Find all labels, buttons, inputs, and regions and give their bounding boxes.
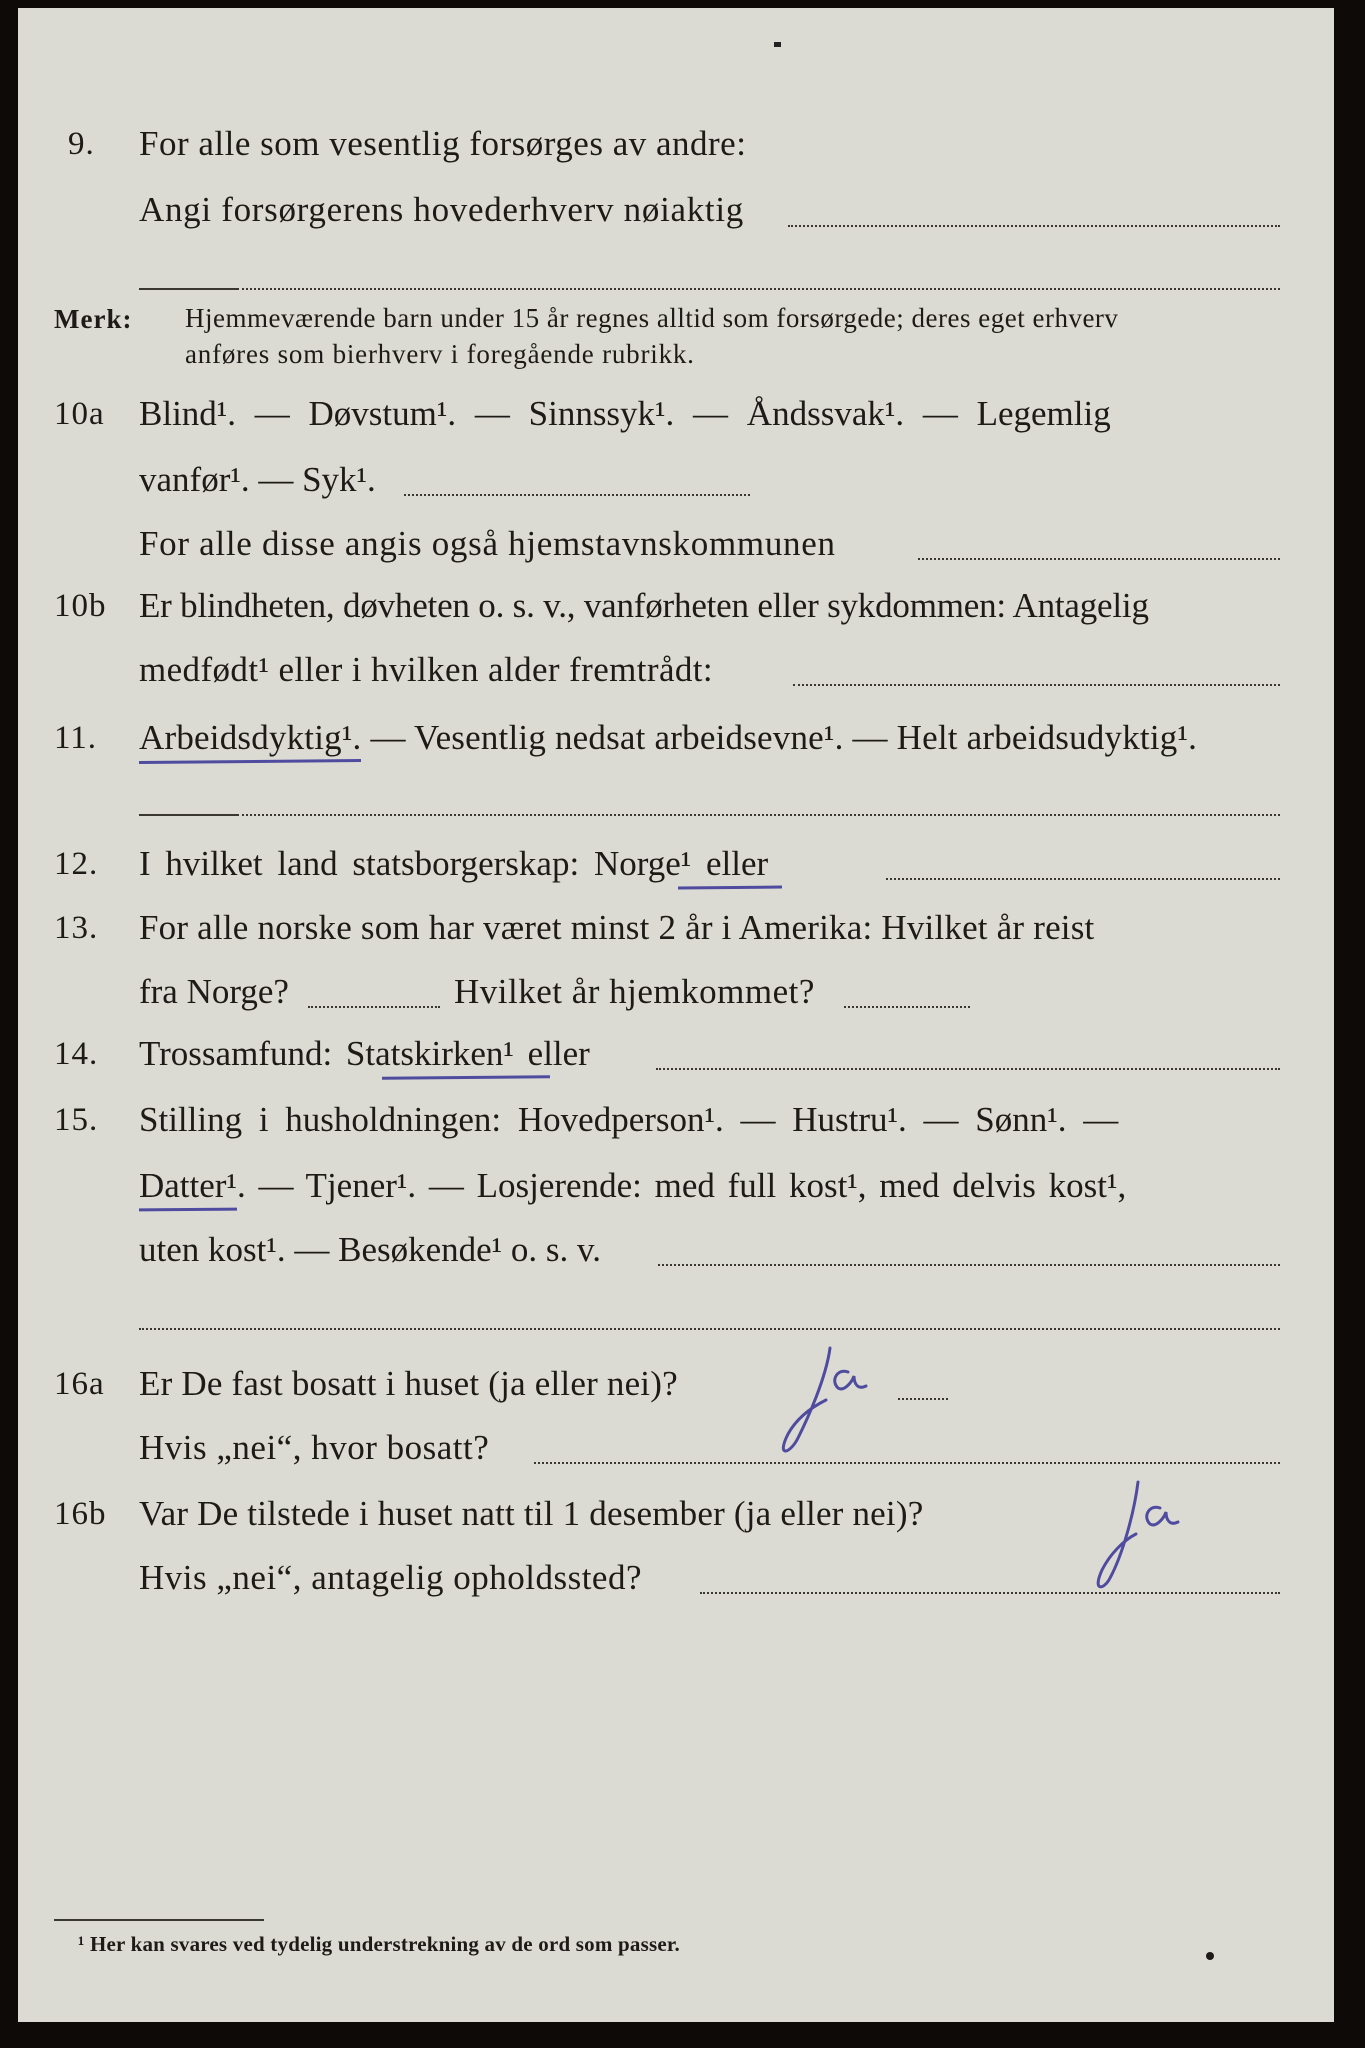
q16b-text-2: Hvis „nei“, antagelig opholdssted? [139, 1558, 642, 1597]
q10b-text-2: medfødt¹ eller i hvilken alder fremtrådt: [139, 650, 714, 689]
question-number-10a: 10a [54, 396, 105, 432]
q10a-text: Blind¹. — Døvstum¹. — Sinnssyk¹. — Åndssvak¹. — Legemlig [139, 394, 1111, 433]
q16a-bosatt-line[interactable] [534, 1462, 1280, 1464]
q14-text: Trossamfund: Statskirken¹ eller [139, 1034, 590, 1073]
question-number-15: 15. [54, 1102, 99, 1138]
question-number-12: 12. [54, 846, 99, 882]
footnote-text: ¹ Her kan svares ved tydelig understrekning av de ord som passer. [78, 1932, 680, 1956]
q13-text-2b: Hvilket år hjemkommet? [454, 972, 815, 1011]
q10b-text: Er blindheten, døvheten o. s. v., vanførheten eller sykdommen: Antagelig [139, 586, 1149, 625]
q11-line-start [139, 814, 237, 816]
q10a-text-3: For alle disse angis også hjemstavnskommunen [139, 524, 836, 563]
question-number-16b: 16b [54, 1496, 107, 1532]
question-number-13: 13. [54, 910, 99, 946]
q12-text: I hvilket land statsborgerskap: Norge¹ eller [139, 844, 769, 883]
q9-answer-line[interactable] [788, 225, 1280, 227]
q15-text-3: uten kost¹. — Besøkende¹ o. s. v. [139, 1230, 602, 1269]
q12-answer-line[interactable] [886, 878, 1280, 880]
q16b-text: Var De tilstede i huset natt til 1 desember (ja eller nei)? [139, 1494, 924, 1533]
question-number-10b: 10b [54, 588, 107, 624]
footnote-rule [54, 1919, 264, 1921]
ink-dot [1206, 1952, 1214, 1960]
question-number-11: 11. [54, 720, 98, 756]
q16a-answer-line[interactable] [898, 1398, 948, 1400]
merk-text: Hjemmeværende barn under 15 år regnes alltid som forsørgede; deres eget erhverv [185, 303, 1119, 333]
q15-text: Stilling i husholdningen: Hovedperson¹. — Hustru¹. — Sønn¹. — [139, 1100, 1119, 1139]
q10b-answer-line[interactable] [793, 684, 1280, 686]
underline-statskirken [382, 1075, 550, 1079]
q13-text: For alle norske som har været minst 2 år i Amerika: Hvilket år reist [139, 908, 1095, 947]
q15-extra-line[interactable] [139, 1328, 1280, 1330]
underline-datter [139, 1208, 237, 1212]
merk-label: Merk: [54, 304, 133, 334]
question-number-9: 9. [68, 126, 95, 162]
ink-speck [774, 42, 781, 47]
q13-hjemkommet-line[interactable] [844, 1006, 970, 1008]
q9-extra-line-start [139, 288, 237, 290]
q9-text: For alle som vesentlig forsørges av andre: [139, 124, 747, 163]
question-number-16a: 16a [54, 1366, 105, 1402]
q15-text-2: Datter¹. — Tjener¹. — Losjerende: med full kost¹, med delvis kost¹, [139, 1166, 1127, 1205]
merk-text-2: anføres som bierhverv i foregående rubrikk. [185, 339, 695, 369]
underline-norge [678, 886, 782, 890]
question-number-14: 14. [54, 1036, 99, 1072]
q9-extra-line[interactable] [237, 288, 1280, 290]
q10a-answer-line[interactable] [404, 494, 750, 496]
q10a-text-2: vanfør¹. — Syk¹. [139, 460, 376, 499]
q9-text-2: Angi forsørgerens hovederhverv nøiaktig [139, 190, 744, 229]
q11-text: Arbeidsdyktig¹. — Vesentlig nedsat arbeidsevne¹. — Helt arbeidsudyktig¹. [139, 718, 1198, 757]
q16a-handwritten-answer [768, 1338, 908, 1468]
q13-reist-line[interactable] [308, 1006, 440, 1008]
q10a-hjemstavn-line[interactable] [918, 558, 1280, 560]
q16b-handwritten-answer [1088, 1478, 1218, 1608]
q16b-opholdssted-line[interactable] [700, 1592, 1280, 1594]
q13-text-2a: fra Norge? [139, 972, 289, 1011]
census-form-page [18, 8, 1334, 2022]
q15-answer-line[interactable] [658, 1264, 1280, 1266]
q16a-text-2: Hvis „nei“, hvor bosatt? [139, 1428, 490, 1467]
q14-answer-line[interactable] [656, 1068, 1280, 1070]
underline-arbeidsdyktig [139, 759, 361, 764]
q11-extra-line[interactable] [237, 814, 1280, 816]
q16a-text: Er De fast bosatt i huset (ja eller nei)? [139, 1364, 678, 1403]
